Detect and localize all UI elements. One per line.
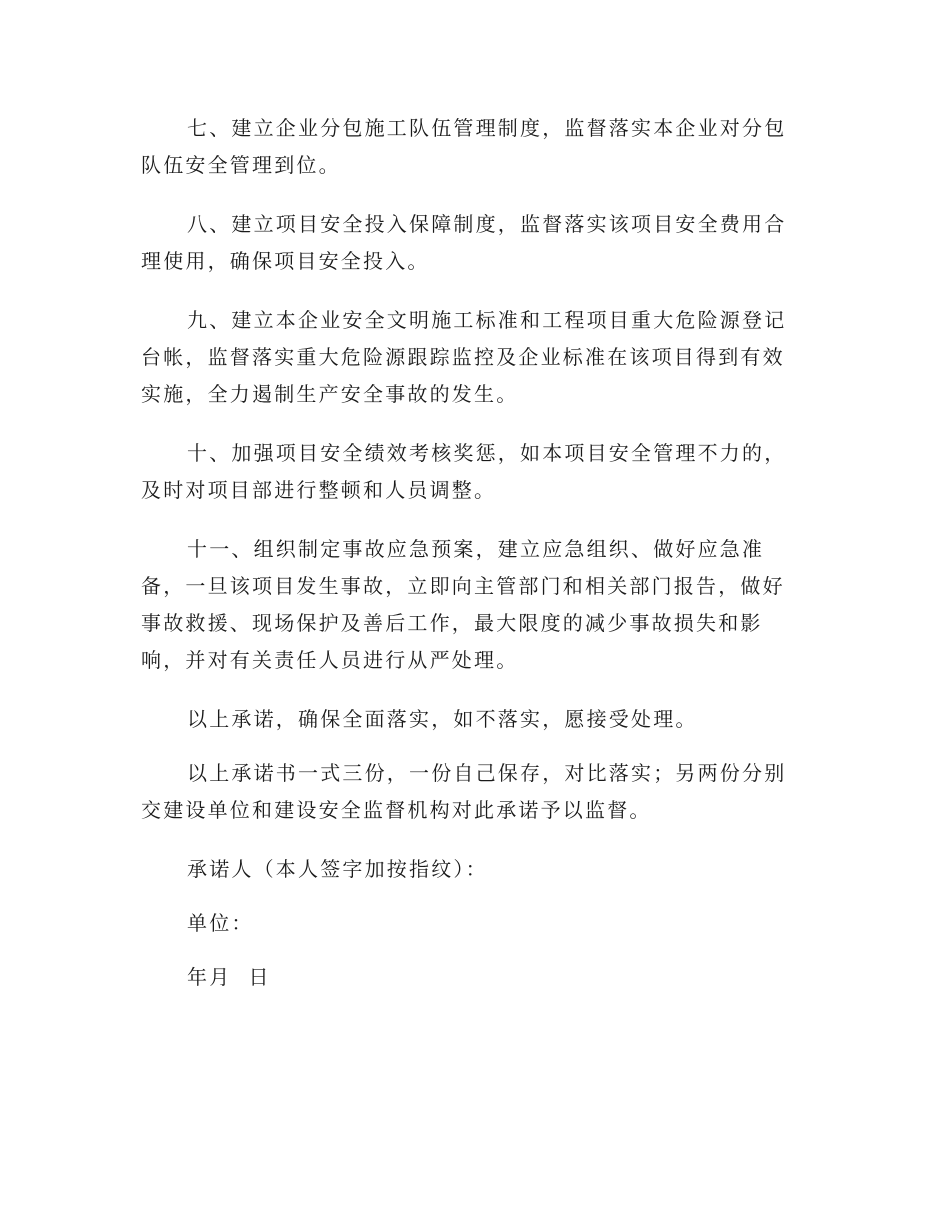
clause-7-paragraph: 七、建立企业分包施工队伍管理制度，监督落实本企业对分包队伍安全管理到位。	[141, 116, 787, 177]
clause-11-paragraph: 十一、组织制定事故应急预案，建立应急组织、做好应急准备，一旦该项目发生事故，立即向主管部门和相关部门报告，做好事故救援、现场保护及善后工作，最大限度的减少事故损失和影响，并对有关责任人员进行从严处理。	[141, 537, 785, 672]
promisor-signature-label: 承诺人（本人签字加按指纹）：	[187, 857, 488, 881]
clause-8-paragraph: 八、建立项目安全投入保障制度，监督落实该项目安全费用合理使用，确保项目安全投入。	[141, 212, 787, 273]
date-label: 年月 日	[187, 965, 271, 989]
copies-statement: 以上承诺书一式三份，一份自己保存，对比落实；另两份分别交建设单位和建设安全监督机构对此承诺予以监督。	[141, 761, 787, 822]
unit-label: 单位：	[187, 911, 254, 935]
clause-9-paragraph: 九、建立本企业安全文明施工标准和工程项目重大危险源登记台帐，监督落实重大危险源跟踪监控及企业标准在该项目得到有效实施，全力遏制生产安全事故的发生。	[141, 308, 787, 406]
commitment-statement: 以上承诺，确保全面落实，如不落实，愿接受处理。	[187, 707, 698, 731]
clause-10-paragraph: 十、加强项目安全绩效考核奖惩，如本项目安全管理不力的，及时对项目部进行整顿和人员调整。	[141, 441, 787, 502]
document-body	[141, 110, 801, 1013]
